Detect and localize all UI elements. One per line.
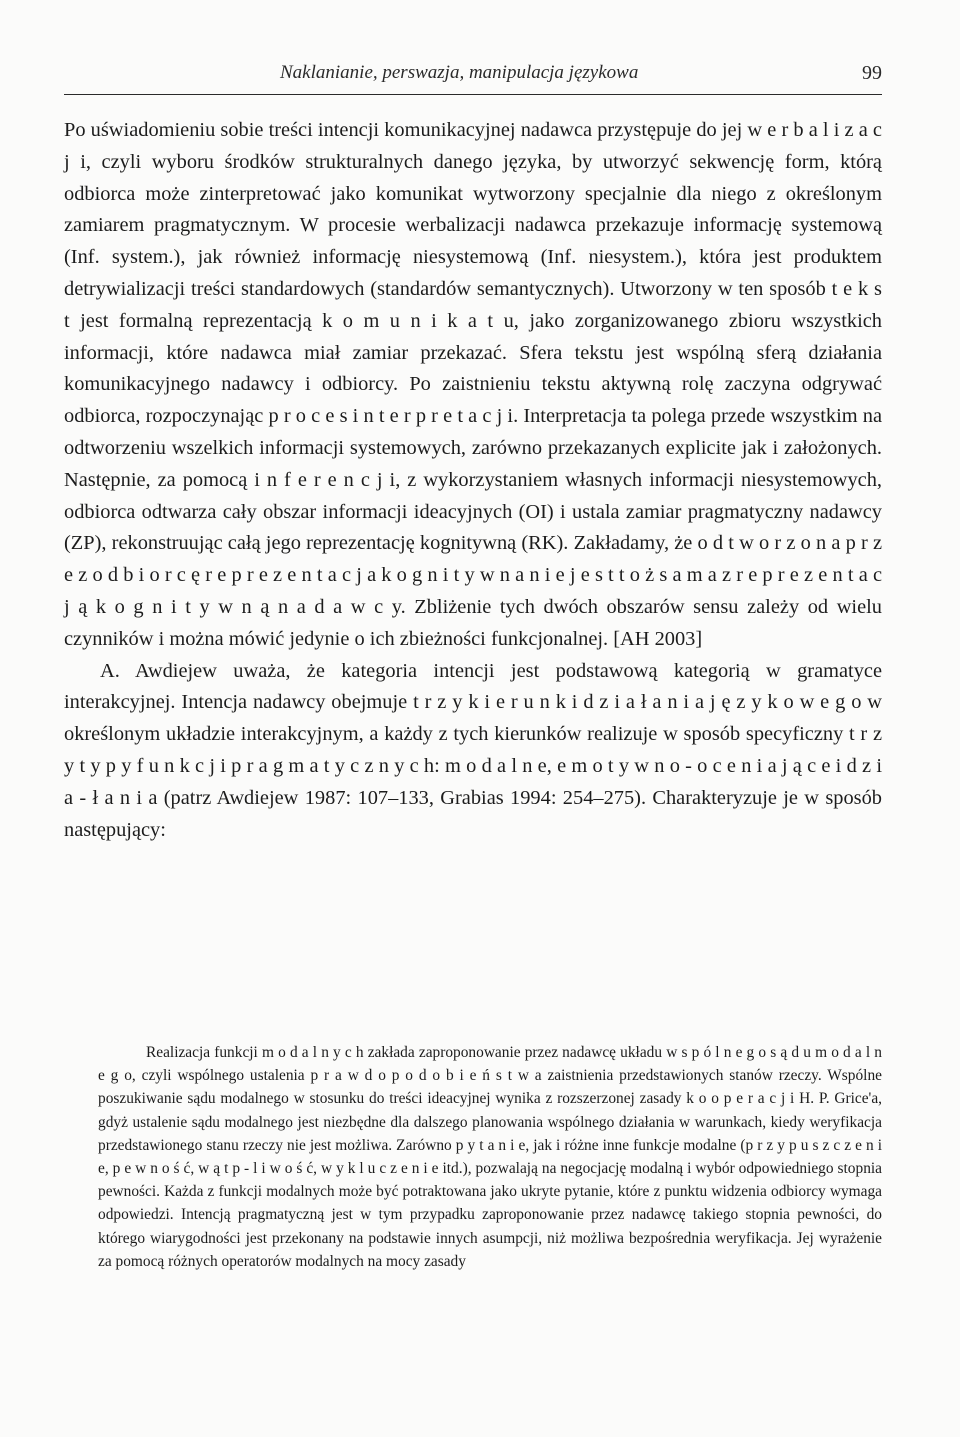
running-title: Naklanianie, perswazja, manipulacja językowa <box>280 62 639 83</box>
page-number: 99 <box>862 62 882 84</box>
main-text <box>64 115 882 846</box>
paragraph-2: A. Awdiejew uważa, że kategoria intencji jest podstawową kategorią w gramatyce interakcyjnej. Intencja nadawcy obejmuje t r z y k i e r u n k i d z i a ł a n i a j ę z y k o w e g o w określonym układzie interakcyjnym, a każdy z tych kierunków realizuje w sposób specyficzny t r z y t y p y f u n k c j i p r a g m a t y c z n y c h: m o d a l n e, e m o t y w n o - o c e n i a j ą c e i d z i a - ł a n i a (patrz Awdiejew 1987: 107–133, Grabias 1994: 254–275). Charakteryzuje je w sposób następujący: <box>64 659 882 841</box>
note-paragraph: Realizacja funkcji m o d a l n y c h zakłada zaproponowanie przez nadawcę układu w s p ó l n e g o s ą d u m o d a l n e g o, czyli wspólnego ustalenia p r a w d o p o d o b i e ń s t w a zaistnienia przedstawionych stanów rzeczy. Wspólne poszukiwanie sądu modalnego w stosunku do treści ideacyjnej wynika z rozszerzonej zasady k o o p e r a c j i H. P. Grice'a, gdyż ustalenie sądu modalnego jest niezbędne dla dalszego planowania wspólnego działania w warunkach, kiedy weryfikacja przedstawionego stanu rzeczy nie jest możliwa. Zarówno p y t a n i e, jak i różne inne funkcje modalne (p r z y p u s z c z e n i e, p e w n o ś ć, w ą t p - l i w o ś ć, w y k l u c z e n i e itd.), pozwalają na negocjację modalną i wybór odpowiedniego stopnia pewności. Każda z funkcji modalnych może być potraktowana jako ukryte pytanie, które z punktu widzenia odbiorcy wymaga odpowiedzi. Intencją pragmatyczną jest w tym przypadku zaproponowanie przez nadawcę takiego stopnia pewności, do którego wiarygodności jest przekonany na podstawie innych asumpcji, niż możliwa bezpośrednia weryfikacja. Jej wyrażenie za pomocą różnych operatorów modalnych na mocy zasady <box>98 1044 882 1270</box>
paragraph-1: Po uświadomieniu sobie treści intencji komunikacyjnej nadawca przystępuje do jej w e r b a l i z a c j i, czyli wyboru środków strukturalnych danego języka, by utworzyć sekwencję form, którą odbiorca może zinterpretować jako komunikat wytworzony specjalnie dla niego z określonym zamiarem pragmatycznym. W procesie werbalizacji nadawca przekazuje informację systemową (Inf. system.), jak również informację niesystemową (Inf. niesystem.), która jest produktem detrywializacji treści standardowych (standardów semantycznych). Utworzony w ten sposób t e k s t jest formalną reprezentacją k o m u n i k a t u, jako zorganizowanego zbioru wszystkich informacji, które nadawca miał zamiar przekazać. Sfera tekstu jest wspólną sferą działania komunikacyjnego nadawcy i odbiorcy. Po zaistnieniu tekstu aktywną rolę zaczyna odgrywać odbiorca, rozpoczynając p r o c e s i n t e r p r e t a c j i. Interpretacja ta polega przede wszystkim na odtworzeniu wszelkich informacji systemowych, zarówno przekazanych explicite jak i założonych. Następnie, za pomocą i n f e r e n c j i, z wykorzystaniem własnych informacji niesystemowych, odbiorca odtwarza cały obszar informacji ideacyjnych (OI) i ustala zamiar pragmatyczny nadawcy (ZP), rekonstruując całą jego reprezentację kognitywną (RK). Zakładamy, że o d t w o r z o n a p r z e z o d b i o r c ę r e p r e z e n t a c j a k o g n i t y w n a n i e j e s t t o ż s a m a z r e p r e z e n t a c j ą k o g n i t y w n ą n a d a w c y. Zbliżenie tych dwóch obszarów sensu zależy od wielu czynników i można mówić jedynie o ich zbieżności funkcjonalnej. [AH 2003] <box>64 119 882 650</box>
page-header <box>64 54 882 95</box>
smaller-text-block <box>98 1041 882 1273</box>
